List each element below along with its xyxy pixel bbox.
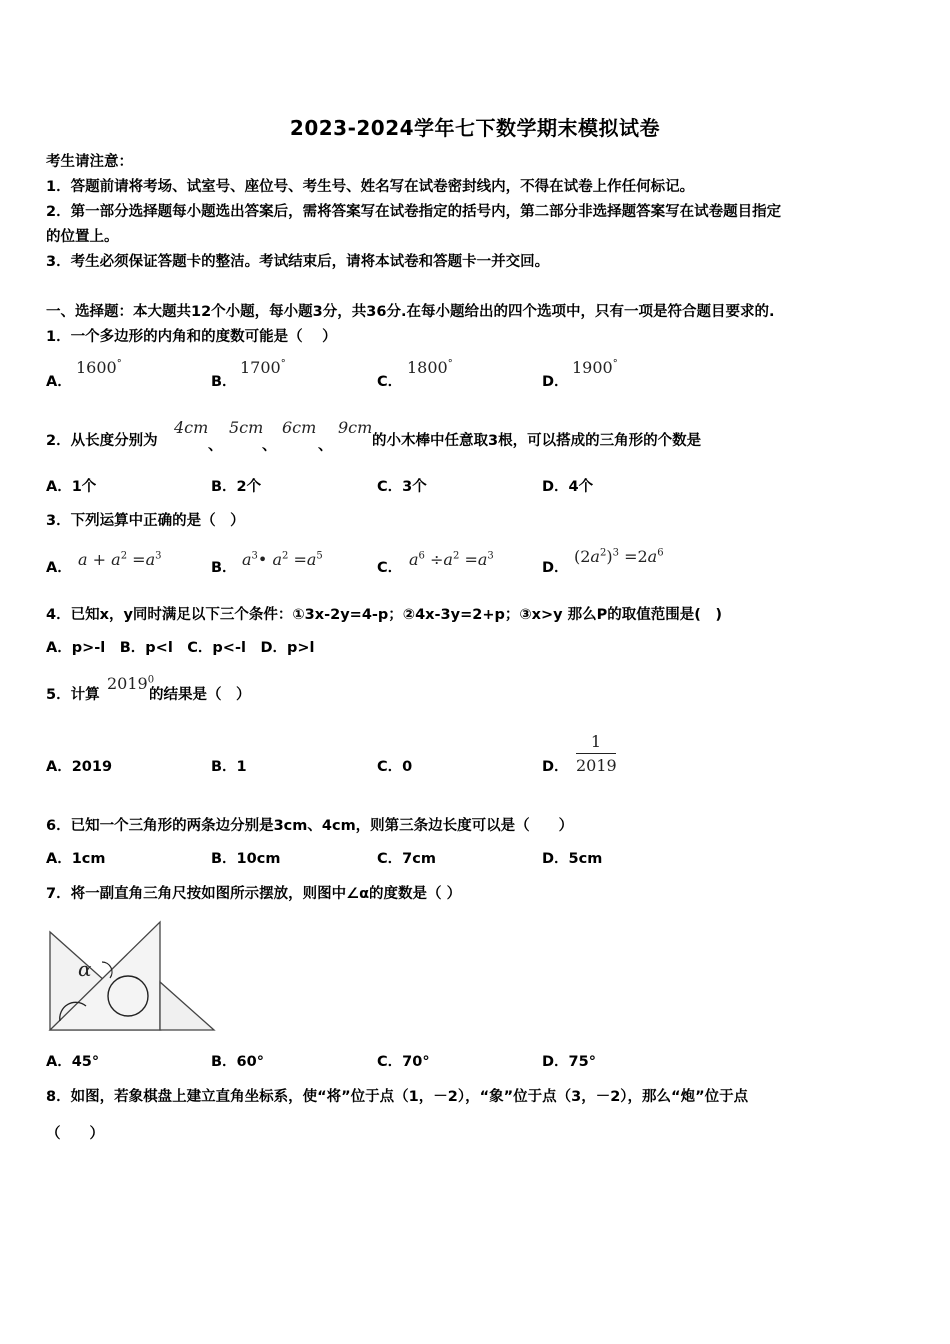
q5-option-b: B．1	[211, 759, 247, 775]
question-8-blank: （ ）	[46, 1126, 104, 1142]
q2-option-b: B．2个	[211, 479, 262, 495]
q7-option-b: B．60°	[211, 1054, 264, 1070]
q5-option-d-fraction	[576, 732, 616, 775]
q3-option-b-label: B．	[211, 560, 237, 576]
q3-option-c-expr: $a^6 \div a^2 =a^3$	[409, 550, 494, 569]
question-1-stem: 1．一个多边形的内角和的度数可能是（ ）	[46, 329, 337, 345]
q2-option-c: C．3个	[377, 479, 427, 495]
notice-item-1: 1．答题前请将考场、试室号、座位号、考生号、姓名写在试卷密封线内，不得在试卷上作任何标记。	[46, 179, 695, 195]
q1-option-a-label: A．	[46, 374, 72, 390]
q6-option-b: B．10cm	[211, 851, 281, 867]
question-2-stem-end: 的小木棒中任意取3根，可以搭成的三角形的个数是	[372, 433, 702, 449]
q2-sep-3: 、	[318, 438, 333, 454]
q3-option-a-expr: $a + a^2 =a^3$	[78, 550, 162, 569]
question-6-stem: 6．已知一个三角形的两条边分别是3cm、4cm，则第三条边长度可以是（ ）	[46, 818, 574, 834]
section-heading: 一、选择题：本大题共12个小题，每小题3分，共36分.在每小题给出的四个选项中，只有一项是符合题目要求的.	[46, 304, 775, 320]
q2-option-a: A．1个	[46, 479, 97, 495]
question-3-stem: 3．下列运算中正确的是（ ）	[46, 513, 245, 529]
q3-option-b-expr: $a^3•$ $a^2 =a^5$	[242, 550, 323, 569]
q3-option-c-label: C．	[377, 560, 403, 576]
q7-option-a: A．45°	[46, 1054, 100, 1070]
q1-option-c-label: C．	[377, 374, 403, 390]
q5-option-d-label: D．	[542, 759, 569, 775]
notice-heading: 考生请注意：	[46, 154, 133, 170]
q2-sep-1: 、	[208, 438, 223, 454]
triangle-rulers-figure	[46, 918, 218, 1034]
q2-sep-2: 、	[262, 438, 277, 454]
question-5-stem-end: 的结果是（ ）	[149, 687, 251, 703]
q6-option-c: C．7cm	[377, 851, 436, 867]
q2-length-4: 9cm	[338, 418, 373, 437]
q2-length-2: 5cm	[229, 418, 264, 437]
question-2-stem-start: 2．从长度分别为	[46, 433, 158, 449]
q5-option-a: A．2019	[46, 759, 113, 775]
q5-expression: 2019$^0$	[107, 674, 155, 693]
q4-options: A．p>-l B．p<l C．p<-l D．p>l	[46, 640, 315, 656]
question-7-stem: 7．将一副直角三角尺按如图所示摆放，则图中∠α的度数是（ ）	[46, 886, 462, 902]
notice-item-2: 2．第一部分选择题每小题选出答案后，需将答案写在试卷指定的括号内，第二部分非选择题答案写在试卷题目指定	[46, 204, 782, 220]
q1-option-d-value: 1900°	[572, 358, 618, 377]
alpha-label: α	[78, 957, 92, 981]
question-8-stem: 8．如图，若象棋盘上建立直角坐标系，使“将”位于点（1，－2），“象”位于点（3，－2），那么“炮”位于点	[46, 1089, 749, 1105]
q2-option-d: D．4个	[542, 479, 594, 495]
q3-option-d-expr: $(2a^2)^3 =2a^6$	[574, 547, 664, 566]
q1-option-d-label: D．	[542, 374, 569, 390]
question-4-stem: 4．已知x，y同时满足以下三个条件：①3x-2y=4-p；②4x-3y=2+p；③x>y 那么P的取值范围是( )	[46, 607, 723, 623]
q2-length-1: 4cm	[174, 418, 209, 437]
q1-option-b-value: 1700°	[240, 358, 286, 377]
q3-option-a-label: A．	[46, 560, 72, 576]
notice-item-2-cont: 的位置上。	[46, 229, 119, 245]
q7-option-d: D．75°	[542, 1054, 596, 1070]
page-title: 2023-2024学年七下数学期末模拟试卷	[289, 116, 661, 140]
q1-option-b-label: B．	[211, 374, 237, 390]
q3-option-d-label: D．	[542, 560, 569, 576]
q1-option-c-value: 1800°	[407, 358, 453, 377]
question-5-stem-start: 5．计算	[46, 687, 100, 703]
q6-option-a: A．1cm	[46, 851, 106, 867]
q6-option-d: D．5cm	[542, 851, 603, 867]
q2-length-3: 6cm	[282, 418, 317, 437]
q5-option-c: C．0	[377, 759, 413, 775]
q7-option-c: C．70°	[377, 1054, 430, 1070]
q1-option-a-value: 1600°	[76, 358, 122, 377]
fraction-denominator: 2019	[576, 756, 617, 775]
fraction-numerator: 1	[576, 732, 616, 754]
notice-item-3: 3．考生必须保证答题卡的整洁。考试结束后，请将本试卷和答题卡一并交回。	[46, 254, 550, 270]
